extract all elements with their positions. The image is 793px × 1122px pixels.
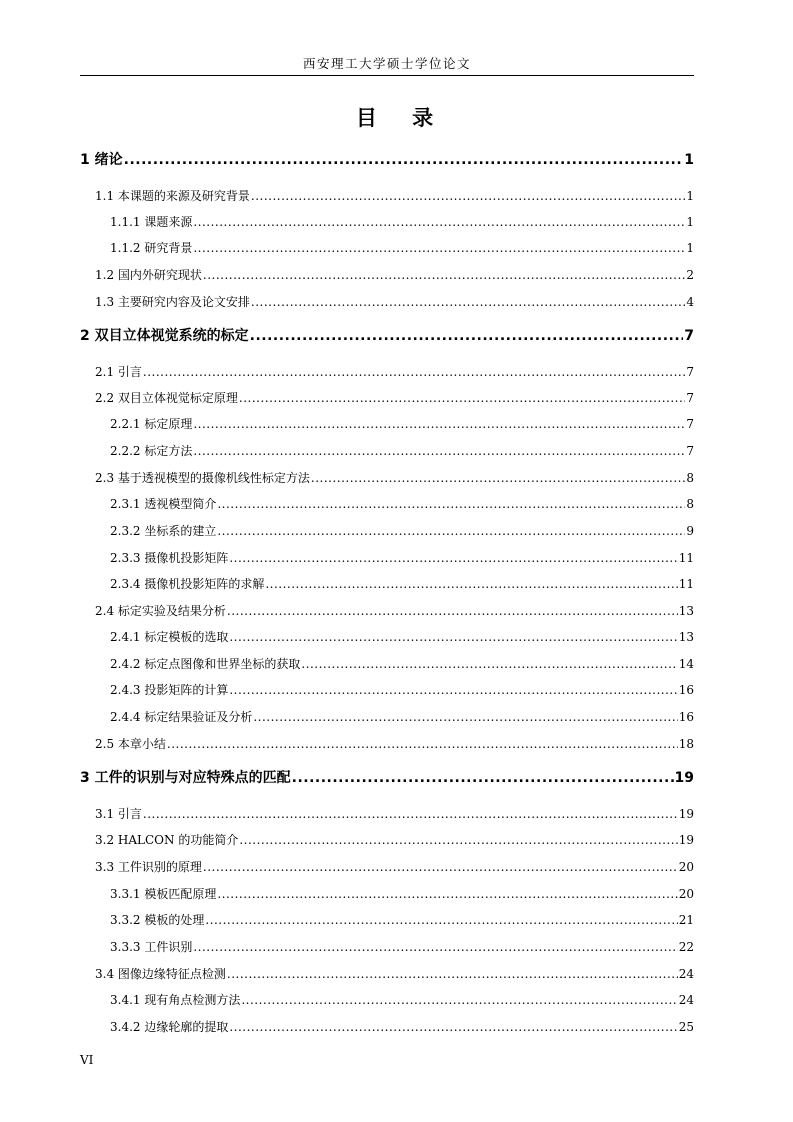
toc-entry-page: 7 xyxy=(686,417,694,431)
toc-entry-label: 2.3.4 摄像机投影矩阵的求解 xyxy=(110,577,265,591)
toc-entry-label: 3.1 引言 xyxy=(95,807,142,821)
page-number: VI xyxy=(80,1053,94,1067)
toc-leader-dots xyxy=(143,364,685,380)
toc-entry-page: 20 xyxy=(678,860,694,874)
toc-leader-dots xyxy=(217,496,685,512)
toc-entry[interactable] xyxy=(110,656,694,672)
toc-entry-page: 22 xyxy=(678,940,694,954)
running-header: 西安理工大学硕士学位论文 xyxy=(302,56,471,71)
toc-entry[interactable] xyxy=(95,966,694,982)
toc-entry-page: 8 xyxy=(686,471,694,485)
toc-leader-dots xyxy=(239,832,677,848)
toc-entry-page: 4 xyxy=(686,295,694,309)
toc-entry-label: 2.4.3 投影矩阵的计算 xyxy=(110,683,229,697)
toc-entry[interactable] xyxy=(95,859,694,875)
header-rule xyxy=(80,75,694,76)
toc-entry-page: 7 xyxy=(686,444,694,458)
toc-entry-page: 9 xyxy=(686,524,694,538)
toc-entry[interactable] xyxy=(80,770,694,786)
toc-leader-dots xyxy=(193,443,685,459)
toc-leader-dots xyxy=(229,682,677,698)
toc-leader-dots xyxy=(124,152,684,168)
toc-leader-dots xyxy=(203,859,678,875)
toc-entry[interactable] xyxy=(95,603,694,619)
toc-entry-label: 1.2 国内外研究现状 xyxy=(95,268,202,282)
toc-entry[interactable] xyxy=(110,1019,694,1035)
toc-entry[interactable] xyxy=(95,806,694,822)
toc-entry[interactable] xyxy=(110,886,694,902)
toc-entry-label: 2.1 引言 xyxy=(95,365,142,379)
toc-entry[interactable] xyxy=(110,576,694,592)
toc-entry-label: 3.3 工件识别的原理 xyxy=(95,860,202,874)
toc-entry-page: 16 xyxy=(678,683,694,697)
toc-entry[interactable] xyxy=(95,470,694,486)
toc-entry-label: 2.2 双目立体视觉标定原理 xyxy=(95,391,238,405)
toc-entry-page: 13 xyxy=(678,604,694,618)
toc-entry-page: 2 xyxy=(686,268,694,282)
toc-entry-page: 11 xyxy=(678,551,694,565)
toc-entry-label: 1 绪论 xyxy=(80,152,123,168)
toc-leader-dots xyxy=(229,1019,677,1035)
toc-entry-page: 1 xyxy=(686,215,694,229)
toc-entry-page: 7 xyxy=(686,391,694,405)
toc-leader-dots xyxy=(205,912,677,928)
toc-leader-dots xyxy=(193,939,677,955)
toc-leader-dots xyxy=(251,188,685,204)
toc-entry[interactable] xyxy=(95,294,694,310)
toc-entry-page: 21 xyxy=(678,913,694,927)
toc-entry[interactable] xyxy=(95,832,694,848)
toc-entry-label: 3 工件的识别与对应特殊点的匹配 xyxy=(80,770,291,786)
toc-leader-dots xyxy=(239,390,685,406)
toc-entry[interactable] xyxy=(110,709,694,725)
toc-leader-dots xyxy=(217,886,677,902)
toc-entry[interactable] xyxy=(110,682,694,698)
toc-entry-page: 16 xyxy=(678,710,694,724)
toc-entry-label: 2.2.1 标定原理 xyxy=(110,417,193,431)
toc-entry-label: 3.2 HALCON 的功能简介 xyxy=(95,833,239,847)
toc-entry-page: 13 xyxy=(678,630,694,644)
toc-leader-dots xyxy=(193,416,685,432)
toc-entry-page: 24 xyxy=(678,967,694,981)
toc-entry-page: 25 xyxy=(678,1020,694,1034)
toc-entry[interactable] xyxy=(110,550,694,566)
toc-entry-label: 3.4.1 现有角点检测方法 xyxy=(110,993,241,1007)
toc-entry-page: 24 xyxy=(678,993,694,1007)
toc-entry[interactable] xyxy=(110,496,694,512)
toc-leader-dots xyxy=(203,267,685,283)
toc-entry-page: 11 xyxy=(678,577,694,591)
toc-leader-dots xyxy=(253,709,677,725)
toc-entry-page: 7 xyxy=(684,328,694,344)
toc-entry-label: 3.3.1 模板匹配原理 xyxy=(110,887,217,901)
toc-entry-label: 2.5 本章小结 xyxy=(95,737,166,751)
toc-entry-page: 14 xyxy=(678,657,694,671)
toc-leader-dots xyxy=(311,470,685,486)
toc-entry-label: 2.3.3 摄像机投影矩阵 xyxy=(110,551,229,565)
toc-leader-dots xyxy=(251,294,685,310)
toc-entry[interactable] xyxy=(110,912,694,928)
toc-leader-dots xyxy=(217,523,685,539)
toc-entry-page: 19 xyxy=(674,770,694,786)
toc-entry-label: 3.4 图像边缘特征点检测 xyxy=(95,967,226,981)
toc-entry[interactable] xyxy=(95,736,694,752)
toc-entry[interactable] xyxy=(80,152,694,168)
toc-entry-page: 20 xyxy=(678,887,694,901)
toc-entry-page: 18 xyxy=(678,737,694,751)
toc-entry-label: 2.4 标定实验及结果分析 xyxy=(95,604,226,618)
toc-entry[interactable] xyxy=(95,267,694,283)
toc-entry-page: 1 xyxy=(686,189,694,203)
toc-entry[interactable] xyxy=(110,416,694,432)
toc-entry-page: 19 xyxy=(678,807,694,821)
toc-entry[interactable] xyxy=(80,328,694,344)
toc-entry[interactable] xyxy=(95,390,694,406)
toc-entry-label: 1.3 主要研究内容及论文安排 xyxy=(95,295,250,309)
toc-entry-label: 2.3.1 透视模型简介 xyxy=(110,497,217,511)
toc-leader-dots xyxy=(227,603,678,619)
toc-entry-label: 1.1.1 课题来源 xyxy=(110,215,193,229)
toc-entry-page: 7 xyxy=(686,365,694,379)
toc-entry-label: 3.3.3 工件识别 xyxy=(110,940,193,954)
toc-entry-page: 1 xyxy=(684,152,694,168)
toc-entry-label: 3.4.2 边缘轮廓的提取 xyxy=(110,1020,229,1034)
toc-entry-page: 1 xyxy=(686,241,694,255)
toc-entry-label: 1.1.2 研究背景 xyxy=(110,241,193,255)
toc-leader-dots xyxy=(193,214,685,230)
toc-leader-dots xyxy=(229,629,677,645)
toc-entry[interactable] xyxy=(110,992,694,1008)
toc-entry[interactable] xyxy=(95,364,694,380)
toc-entry[interactable] xyxy=(110,443,694,459)
toc-leader-dots xyxy=(265,576,677,592)
toc-leader-dots xyxy=(167,736,678,752)
toc-leader-dots xyxy=(229,550,677,566)
toc-leader-dots xyxy=(241,992,677,1008)
toc-leader-dots xyxy=(227,966,678,982)
toc-leader-dots xyxy=(250,328,684,344)
toc-entry-page: 19 xyxy=(678,833,694,847)
toc-entry-label: 2 双目立体视觉系统的标定 xyxy=(80,328,249,344)
toc-leader-dots xyxy=(292,770,674,786)
page-title: 目 录 xyxy=(355,106,438,130)
toc-entry-label: 2.2.2 标定方法 xyxy=(110,444,193,458)
toc-entry-page: 8 xyxy=(686,497,694,511)
toc-entry[interactable] xyxy=(110,214,694,230)
toc-entry-label: 2.4.2 标定点图像和世界坐标的获取 xyxy=(110,657,301,671)
toc-leader-dots xyxy=(143,806,678,822)
toc-entry-label: 2.3.2 坐标系的建立 xyxy=(110,524,217,538)
toc-entry[interactable] xyxy=(110,240,694,256)
toc-leader-dots xyxy=(301,656,677,672)
toc-entry-label: 3.3.2 模板的处理 xyxy=(110,913,205,927)
toc-entry-label: 1.1 本课题的来源及研究背景 xyxy=(95,189,250,203)
toc-leader-dots xyxy=(193,240,685,256)
toc-entry[interactable] xyxy=(95,188,694,204)
toc-entry[interactable] xyxy=(110,523,694,539)
toc-entry[interactable] xyxy=(110,939,694,955)
toc-entry-label: 2.3 基于透视模型的摄像机线性标定方法 xyxy=(95,471,310,485)
toc-entry-label: 2.4.4 标定结果验证及分析 xyxy=(110,710,253,724)
toc-entry-label: 2.4.1 标定模板的选取 xyxy=(110,630,229,644)
toc-entry[interactable] xyxy=(110,629,694,645)
